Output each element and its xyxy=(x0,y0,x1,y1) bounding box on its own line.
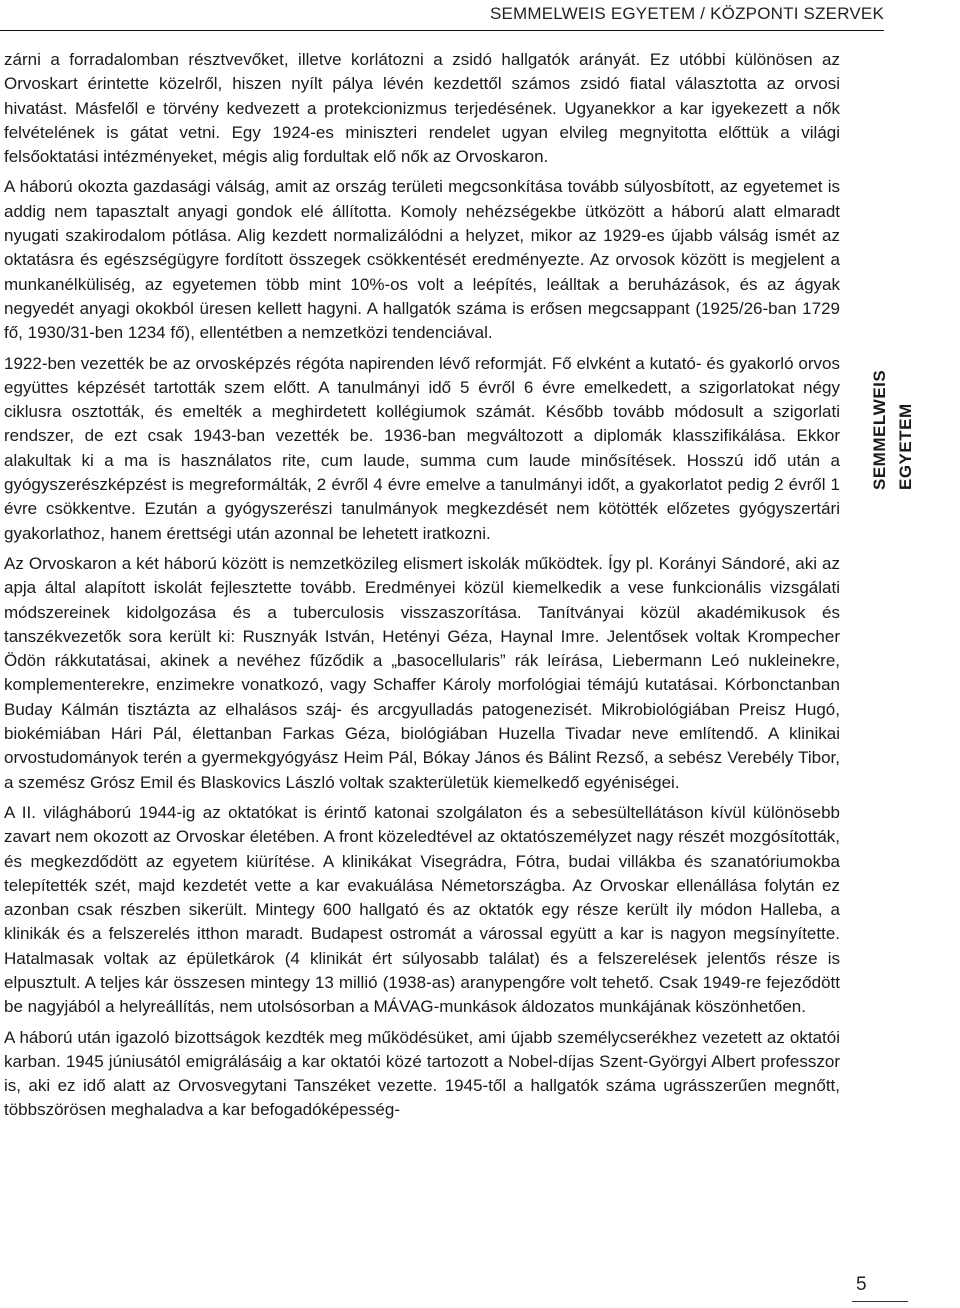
running-header-title: SEMMELWEIS EGYETEM / KÖZPONTI SZERVEK xyxy=(489,4,884,23)
paragraph: A II. világháború 1944-ig az oktatókat is érintő katonai szolgálaton és a sebesültellátáson kívül különösebb zavart nem okozott az Orvoskar életében. A front közeledtével az oktatószemélyzet nagy részét mozgósították, és megkezdődött az egyetem kiürítése. A klinikákat Visegrádra, Fótra, budai villákba és szanatóriumokba telepítették szét, majd kezdetét vette a kar evakuálása Németországba. Az Orvoskar ellenállása folytán ez azonban csak részben sikerült. Mintegy 600 hallgató és az oktatók egy része került ily módon Halleba, a klinikák és a felszerelés itthon maradt. Budapest ostromát a várossal együtt a kar is nagyon megsínyítette. Hatalmasak voltak az épületkárok (4 klinikát ért súlyosabb találat) és a felszerelések jelentős része is elpusztult. A teljes kár összesen mintegy 13 millió (1938-as) aranypengőre volt tehető. Csak 1949-re fejeződött be nagyjából a helyreállítás, nem utolsósorban a MÁVAG-munkások áldozatos munkájának köszönhetően. xyxy=(4,802,840,1017)
paragraph: A háború okozta gazdasági válság, amit az ország területi megcsonkítása tovább súlyosbított, az egyetemet is addig nem tapasztalt anyagi gondok elé állította. Komoly nehézségekbe ütközött a háború alatt elmaradt nyugati szakirodalom pótlása. Alig kezdett normalizálódni a helyzet, mikor az 1929-es újabb válság ismét az oktatásra és egészségügyre fordított összegek csökkentését eredményezte. Az orvosok között is megjelent a munkanélküliség, az egyetemen több mint 10%-os volt a leépítés, leálltak a beruházások, és az ágyak negyedét anyagi okokból üresen kellett hagyni. A hallgatók száma is erősen megcsappant (1925/26-ban 1729 fő, 1930/31-ben 1234 fő), ellentétben a nemzetközi tendenciával. xyxy=(4,177,840,343)
header-divider xyxy=(0,30,884,31)
paragraph: zárni a forradalomban résztvevőket, illetve korlátozni a zsidó hallgatók arányát. Ez utóbbi különösen az Orvoskart érintette közelről, hiszen nyílt pálya lévén kezdettől számos zsidó fiatal választotta az orvosi hivatást. Másfelől e törvény kedvezett a protekcionizmus terjedésének. Ugyanekkor a kar igyekezett a nők felvételének is gátat vetni. Egy 1924-es miniszteri rendelet ugyan elvileg megnyitotta előttük a világi felsőoktatási intézményeket, mégis alig fordultak elő nők az Orvoskaron. xyxy=(4,50,840,167)
side-tab-line-1: SEMMELWEIS xyxy=(870,369,889,490)
main-text-column xyxy=(4,48,840,1129)
page-number: 5 xyxy=(856,1274,867,1295)
footer-divider xyxy=(852,1301,908,1302)
side-tab-line-2: EGYETEM xyxy=(896,403,915,490)
side-section-tab xyxy=(868,369,924,490)
paragraph: Az Orvoskaron a két háború között is nemzetközileg elismert iskolák működtek. Így pl. Korányi Sándoré, aki az apja által alapított iskolát fejlesztette tovább. Eredményei közül kiemelkedik a vese funkcionális vizsgálati módszereinek kidolgozása és a tuberculosis visszaszorítása. Tanítványai közül akadémikusok és tanszékvezetők sora került ki: Rusznyák István, Hetényi Géza, Haynal Imre. Jelentősek voltak Krompecher Ödön rákkutatásai, akinek a nevéhez fűződik a „basocellularis” rák leírása, Liebermann Leó nukleinekre, komplementerekre, enzimekre vonatkozó, vagy Schaffer Károly morfológiai témájú kutatásai. Kórbonctanban Buday Kálmán tisztázta az elhalásos száj- és arcgyulladás patogenezisét. Mikrobiológiában Preisz Hugó, biokémiában Hári Pál, élettanban Farkas Géza, biológiában Huzella Tivadar neve említendő. A klinikai orvostudományok terén a gyermekgyógyász Heim Pál, Bókay János és Bálint Rezső, a sebész Verebély Tibor, a szemész Grósz Emil és Blaskovics László voltak szakterületük kiemelkedő egyéniségei. xyxy=(4,553,840,792)
paragraph: 1922-ben vezették be az orvosképzés régóta napirenden lévő reformját. Fő elvként a kutató- és gyakorló orvos együttes képzését tartották szem előtt. A tanulmányi idő 5 évről 6 évre emelkedett, a szigorlatokat négy ciklusra osztották, és emelték a meghirdetett kollégiumok számát. Később tovább módosult a szigorlati rendszer, de ezt csak 1943-ban vezették be. 1936-ban megváltozott a diplomák klasszifikálása. Ekkor alakultak ki a ma is használatos rite, cum laude, summa cum laude minősítések. Hosszú idő után a gyógyszerészképzést is megreformálták, 2 évről 4 évre emelve a tanulmányi időt, a gyakorlatot pedig 2 évről 1 évre csökkentve. Ezután a gyógyszerészi tanulmányok megkezdését nem kötötték előzetes gyógyszertári gyakorlathoz, hanem érettségi után azonnal be lehetett iratkozni. xyxy=(4,353,840,543)
paragraph: A háború után igazoló bizottságok kezdték meg működésüket, ami újabb személycserékhez vezetett az oktatói karban. 1945 júniusától emigrálásáig a kar oktatói közé tartozott a Nobel-díjas Szent-Györgyi Albert professzor is, aki ez idő alatt az Orvosvegytani Tanszéket vezette. 1945-től a hallgatók száma ugrásszerűen megnőtt, többszörösen meghaladva a kar befogadóképesség- xyxy=(4,1027,840,1120)
